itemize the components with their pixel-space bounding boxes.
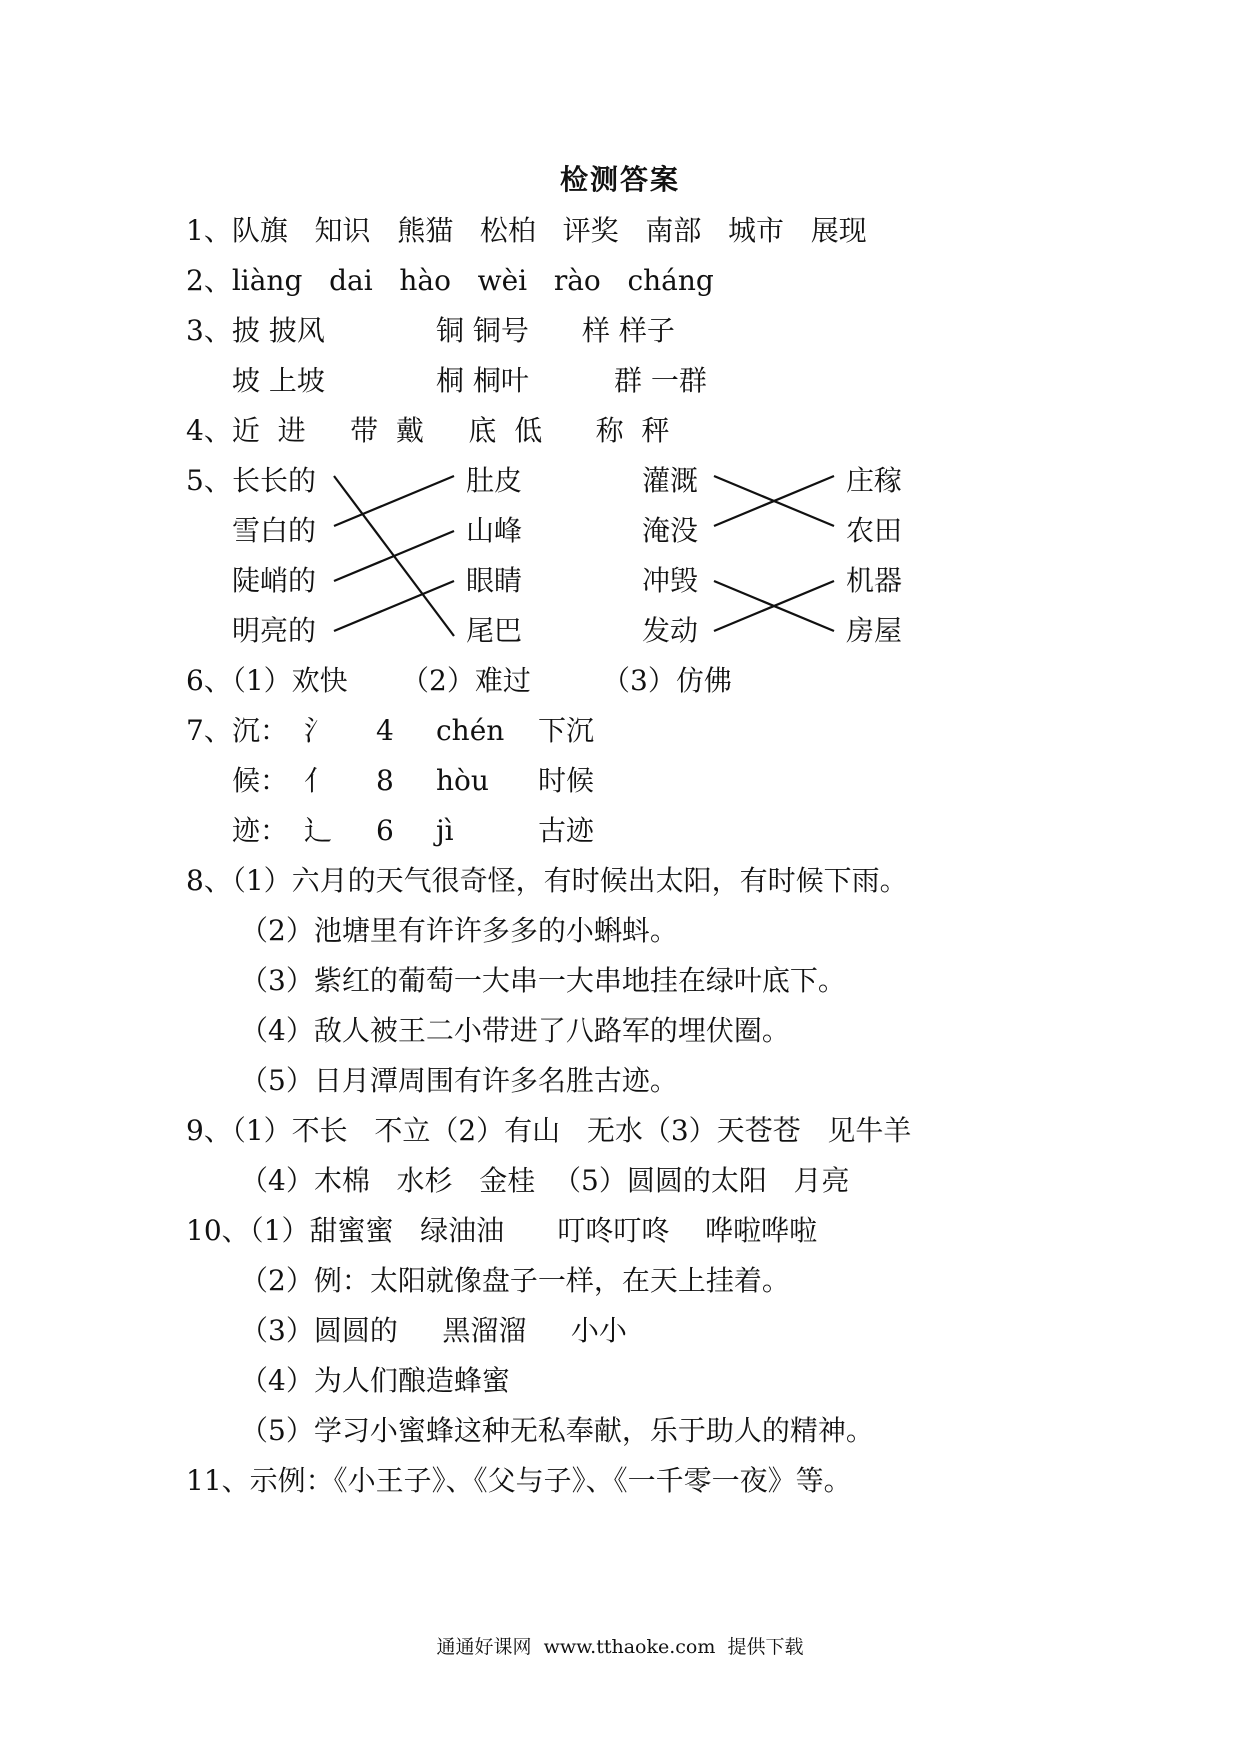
char-pinyin: chén	[436, 714, 505, 747]
page-title: 检测答案	[559, 163, 680, 196]
answer-3-number: 3、	[186, 314, 232, 347]
answer-8-line: （3）紫红的葡萄一大串一大串地挂在绿叶底下。	[240, 964, 846, 997]
match-left-item: 陡峭的	[232, 564, 317, 597]
match-mid-item: 山峰	[466, 514, 523, 547]
match-mid-item: 尾巴	[466, 614, 523, 647]
footer-credit: 通通好课网 www.tthaoke.com 提供下载	[436, 1636, 804, 1658]
answer-1: 1、队旗 知识 熊猫 松柏 评奖 南部 城市 展现	[186, 214, 867, 247]
char-word: 下沉	[538, 714, 595, 747]
answer-2: 2、liàng dai hào wèi rào cháng	[186, 264, 714, 297]
answer-8-line: 8、（1）六月的天气很奇怪，有时候出太阳，有时候下雨。	[186, 864, 908, 897]
answer-9-line: （4）木棉 水杉 金桂 （5）圆圆的太阳 月亮	[240, 1164, 850, 1197]
match-line	[714, 581, 834, 631]
char-entry: 候：	[232, 764, 289, 797]
answer-9-line: 9、（1）不长 不立（2）有山 无水（3）天苍苍 见牛羊	[186, 1114, 912, 1147]
answer-10-line: （5）学习小蜜蜂这种无私奉献，乐于助人的精神。	[240, 1414, 874, 1447]
match-mid-item: 眼睛	[466, 564, 523, 597]
answer-5-number: 5、	[186, 464, 232, 497]
answer-3-item: 铜 铜号	[436, 314, 529, 347]
answer-8-line: （2）池塘里有许许多多的小蝌蚪。	[240, 914, 678, 947]
match-left-item: 长长的	[232, 464, 317, 497]
char-strokes: 4	[376, 714, 394, 747]
answer-8-line: （4）敌人被王二小带进了八路军的埋伏圈。	[240, 1014, 790, 1047]
answer-3-item: 披 披风	[232, 314, 325, 347]
char-radical: 辶	[304, 814, 333, 847]
match-left-item: 雪白的	[232, 514, 317, 547]
match-line	[334, 476, 454, 636]
match-right-left-item: 冲毁	[642, 564, 699, 597]
match-right-left-item: 发动	[642, 614, 699, 647]
match-line	[334, 581, 454, 631]
answer-4: 4、近 进 带 戴 底 低 称 秤	[186, 414, 670, 447]
char-word: 古迹	[538, 814, 595, 847]
answer-7-number: 7、	[186, 714, 232, 747]
char-entry: 迹：	[232, 814, 289, 847]
char-entry: 沉：	[232, 714, 289, 747]
char-strokes: 8	[376, 764, 394, 797]
char-radical: 氵	[304, 714, 333, 747]
char-word: 时候	[538, 764, 595, 797]
match-line	[334, 476, 454, 526]
answer-11: 11、示例：《小王子》、《父与子》、《一千零一夜》等。	[186, 1464, 852, 1497]
answer-10-line: （3）圆圆的 黑溜溜 小小	[240, 1314, 627, 1347]
char-pinyin: hòu	[436, 764, 489, 797]
match-right-right-item: 房屋	[846, 614, 903, 647]
answer-3-item: 群 一群	[614, 364, 707, 397]
match-line	[714, 476, 834, 526]
answer-3-item: 桐 桐叶	[436, 364, 529, 397]
match-right-right-item: 农田	[846, 514, 903, 547]
char-strokes: 6	[376, 814, 394, 847]
match-line	[714, 581, 834, 631]
match-right-right-item: 机器	[846, 564, 903, 597]
match-line	[334, 531, 454, 581]
answer-3-item: 坡 上坡	[232, 364, 325, 397]
match-line	[714, 476, 834, 526]
char-pinyin: jì	[436, 814, 454, 847]
answer-8-line: （5）日月潭周围有许多名胜古迹。	[240, 1064, 678, 1097]
answer-10-line: （2）例：太阳就像盘子一样，在天上挂着。	[240, 1264, 790, 1297]
answer-6: 6、（1）欢快 （2）难过 （3）仿佛	[186, 664, 732, 697]
match-mid-item: 肚皮	[466, 464, 523, 497]
answer-3-item: 样 样子	[582, 314, 675, 347]
match-right-left-item: 灌溉	[642, 464, 699, 497]
answer-10-line: （4）为人们酿造蜂蜜	[240, 1364, 510, 1397]
answer-10-line: 10、（1）甜蜜蜜 绿油油 叮咚叮咚 哗啦哗啦	[186, 1214, 818, 1247]
match-right-left-item: 淹没	[642, 514, 699, 547]
char-radical: 亻	[304, 764, 333, 797]
match-left-item: 明亮的	[232, 614, 317, 647]
match-right-right-item: 庄稼	[846, 464, 903, 497]
